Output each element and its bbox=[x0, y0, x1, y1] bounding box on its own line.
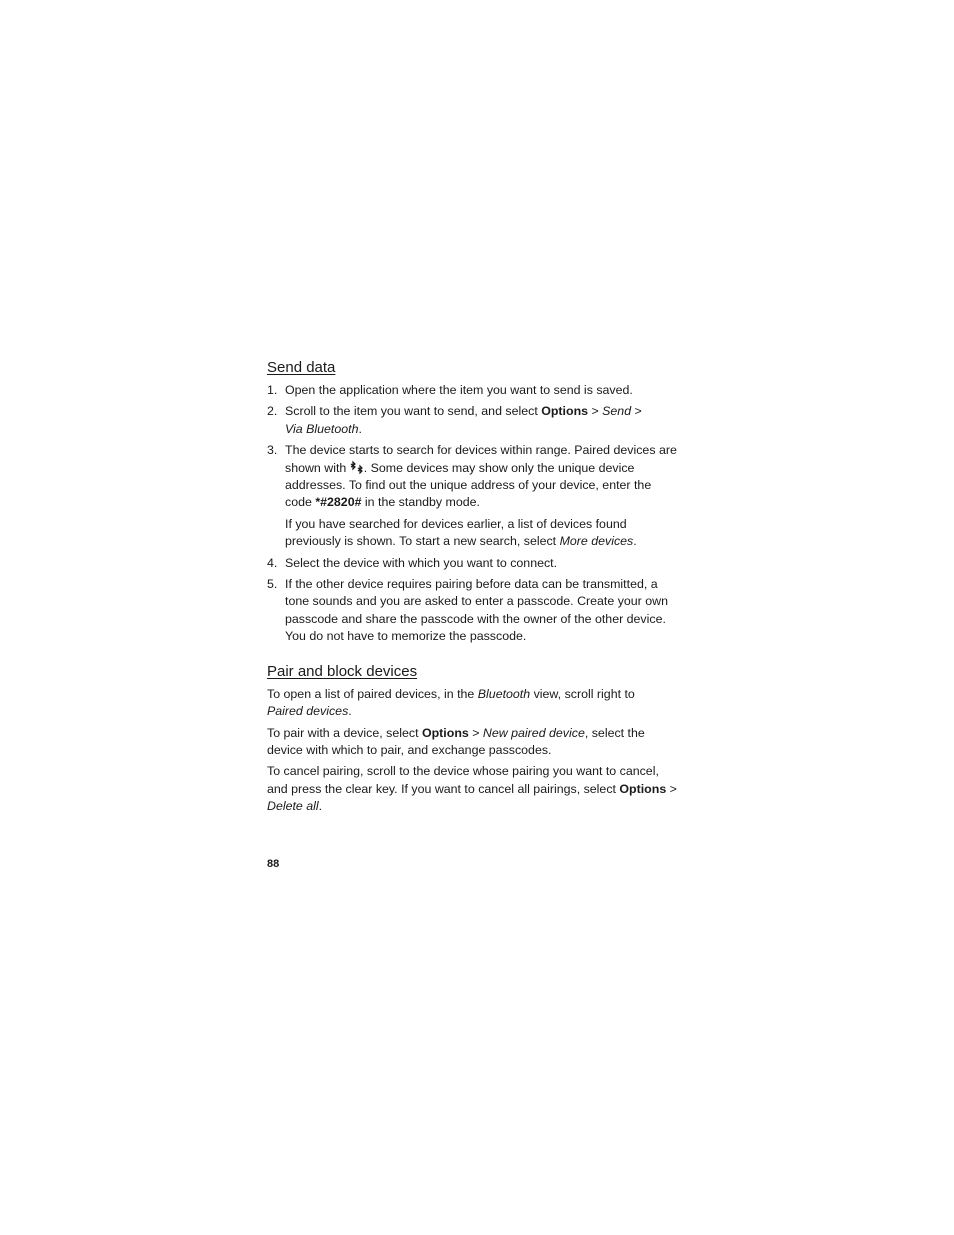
menu-term-more-devices: More devices bbox=[559, 534, 634, 549]
step-text: Open the application where the item you want to send is saved. bbox=[285, 383, 633, 397]
step-text: . bbox=[358, 421, 362, 436]
step-text: If the other device requires pairing before data can be transmitted, a tone sounds and you are asked to enter a passcode. Create your own passcode and share the passcode with the owner of the other device. You do not have to memorize the passcode. bbox=[285, 577, 668, 644]
menu-term-options: Options bbox=[619, 781, 667, 796]
send-data-heading: Send data bbox=[267, 359, 336, 376]
send-data-steps bbox=[267, 382, 679, 646]
step-number: 4. bbox=[267, 555, 278, 570]
para-text: view, scroll right to bbox=[530, 686, 635, 701]
list-item bbox=[267, 442, 679, 550]
list-item bbox=[267, 382, 679, 399]
step-text: Scroll to the item you want to send, and select bbox=[285, 404, 542, 419]
send-data-section bbox=[267, 358, 679, 646]
para-text: . bbox=[318, 799, 323, 814]
para-text: > bbox=[666, 781, 677, 796]
para-text: . bbox=[348, 704, 352, 719]
step-text: > bbox=[631, 404, 642, 419]
step-text: Select the device with which you want to connect. bbox=[285, 555, 558, 570]
step-text: . bbox=[633, 534, 637, 549]
list-item bbox=[267, 576, 679, 646]
menu-term-send: Send bbox=[602, 404, 632, 419]
step-subparagraph bbox=[285, 516, 679, 551]
step-text: . Some devices may show only the unique device addresses. To find out the unique address of your device, enter the code bbox=[285, 460, 652, 510]
step-number: 2. bbox=[267, 404, 278, 419]
para-text: To pair with a device, select bbox=[267, 725, 422, 740]
pair-block-heading: Pair and block devices bbox=[267, 662, 418, 680]
list-item bbox=[267, 403, 679, 438]
menu-term-new-paired-device: New paired device bbox=[482, 725, 585, 740]
device-address-code: *#2820# bbox=[315, 495, 362, 510]
menu-term-delete-all: Delete all bbox=[267, 799, 319, 814]
para-text: > bbox=[468, 725, 483, 740]
step-text: If you have searched for devices earlier, a list of devices found previously is shown. To start a new search, select bbox=[285, 516, 627, 549]
para-text: , select the device with which to pair, and exchange passcodes. bbox=[267, 725, 645, 757]
step-number: 5. bbox=[267, 577, 278, 592]
page-number: 88 bbox=[267, 858, 280, 870]
paragraph-open-paired-list bbox=[267, 686, 679, 721]
menu-term-bluetooth: Bluetooth bbox=[477, 686, 531, 701]
step-number: 1. bbox=[267, 383, 278, 397]
paragraph-cancel-pairing bbox=[267, 763, 679, 815]
pair-block-section bbox=[267, 662, 679, 816]
para-text: To open a list of paired devices, in the bbox=[267, 686, 478, 701]
menu-term-paired-devices: Paired devices bbox=[267, 704, 349, 719]
menu-term-options: Options bbox=[541, 404, 589, 419]
step-number: 3. bbox=[267, 443, 278, 458]
bluetooth-paired-icon bbox=[350, 461, 364, 474]
step-text: The device starts to search for devices within range. Paired devices are shown with bbox=[285, 443, 677, 475]
step-text: > bbox=[588, 404, 603, 419]
menu-term-options: Options bbox=[421, 725, 469, 740]
step-text: in the standby mode. bbox=[361, 495, 480, 510]
page-content bbox=[267, 358, 679, 820]
paragraph-pair-device bbox=[267, 725, 679, 760]
menu-term-via-bluetooth: Via Bluetooth bbox=[285, 421, 359, 436]
para-text: To cancel pairing, scroll to the device whose pairing you want to cancel, and press the clear key. If you want to cancel all pairings, select bbox=[267, 764, 659, 796]
list-item bbox=[267, 555, 679, 572]
